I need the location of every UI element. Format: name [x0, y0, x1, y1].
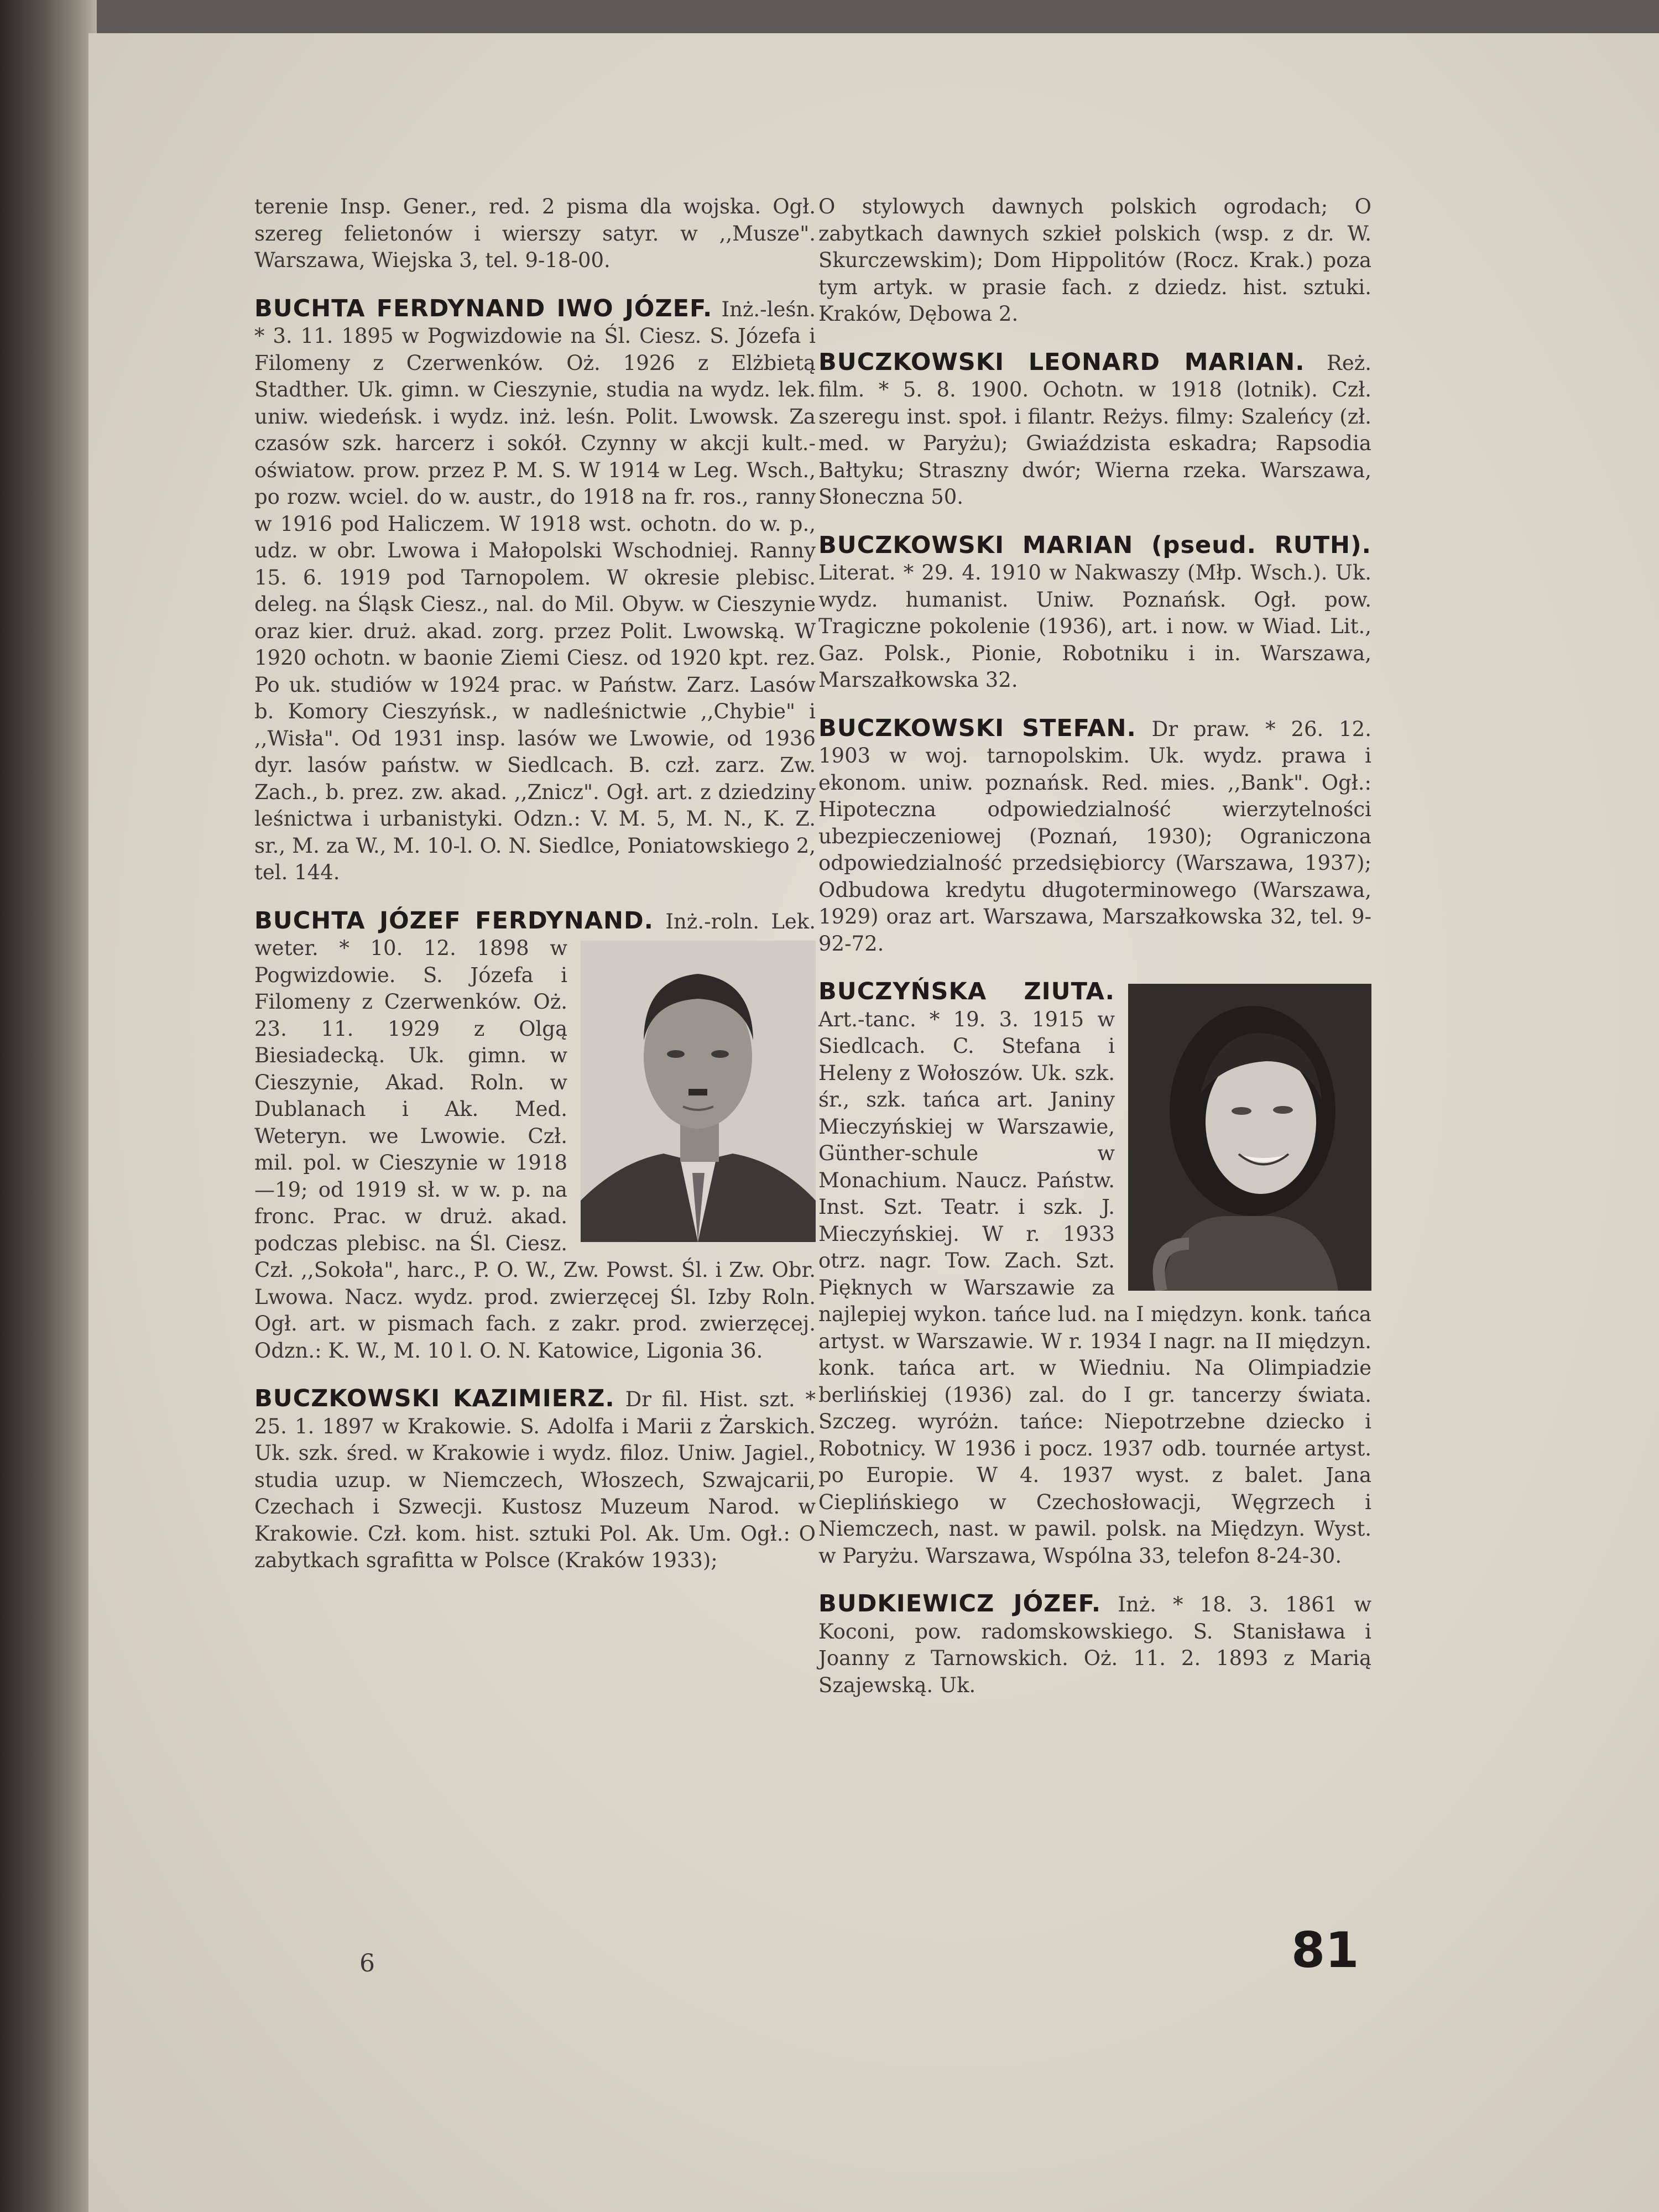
- entry-continuation-left: terenie Insp. Gener., red. 2 pisma dla wojska. Ogł. szereg felietonów i wierszy satyr. w ,,Musze". Warszawa, Wiejska 3, tel. 9-18-00.: [254, 195, 816, 272]
- portrait-photo-man: [581, 941, 816, 1242]
- entry-name: BUDKIEWICZ JÓZEF.: [818, 1590, 1102, 1618]
- entry-continuation-right: O stylowych dawnych polskich ogrodach; O zabytkach dawnych szkieł polskich (wsp. z dr. W. Skurczewskim); Dom Hippolitów (Rocz. Krak.) poza tym artyk. w prasie fach. z dziedz. hist. sztuki. Kraków, Dębowa 2.: [818, 195, 1371, 326]
- entry-buczkowski-kazimierz: [254, 1385, 816, 1574]
- entry-name: BUCZKOWSKI STEFAN.: [818, 714, 1136, 742]
- entry-text: Inż.-leśn. * 3. 11. 1895 w Pogwizdowie na Śl. Ciesz. S. Józefa i Filomeny z Czerwenków. Oż. 1926 z Elżbietą Stadther. Uk. gimn. w Cieszynie, studia na wydz. lek. uniw. wiedeńsk. i wydz. inż. leśn. Polit. Lwowsk. Za czasów szk. harcerz i sokół. Czynny w akcji kult.-oświatow. prow. przez P. M. S. W 1914 w Leg. Wsch., po rozw. wciel. do w. austr., do 1918 na fr. ros., ranny w 1916 pod Haliczem. W 1918 wst. ochotn. do w. p., udz. w obr. Lwowa i Małopolski Wschodniej. Ranny 15. 6. 1919 pod Tarnopolem. W okresie plebisc. deleg. na Śląsk Ciesz., nal. do Mil. Obyw. w Cieszynie oraz kier. druż. akad. zorg. przez Polit. Lwowską. W 1920 ochotn. w baonie Ziemi Ciesz. od 1920 kpt. rez. Po uk. studiów w 1924 prac. w Państw. Zarz. Lasów b. Komory Cieszyńsk., w nadleśnictwie ,,Chybie" i ,,Wisła". Od 1931 insp. lasów we Lwowie, od 1936 dyr. lasów państw. w Siedlcach. B. czł. zarz. Zw. Zach., b. prez. zw. akad. ,,Znicz". Ogł. art. z dziedziny leśnictwa i urbanistyki. Odzn.: V. M. 5, M. N., K. Z. sr., M. za W., M. 10-l. O. N. Siedlce, Poniatowskiego 2, tel. 144.: [254, 297, 816, 884]
- entry-buczynska-ziuta: [818, 978, 1371, 1569]
- entry-name: BUCHTA FERDYNAND IWO JÓZEF.: [254, 294, 713, 322]
- entry-text: Art.-tanc. * 19. 3. 1915 w Siedlcach. C. Stefana i Heleny z Wołoszów. Uk. szk. śr., szk. tańca art. Janiny Mieczyńskiej w Warszawie, Günther-schule w Monachium. Naucz. Państw. Inst. Szt. Teatr. i szk. J. Mieczyńskiej. W r. 1933 otrz. nagr. Tow. Zach. Szt. Pięknych w Warszawie za najlepiej wykon. tańce lud. na I międzyn. konk. tańca artyst. w Warszawie. W r. 1934 I nagr. na II międzyn. konk. tańca art. w Wiedniu. Na Olimpiadzie berlińskiej (1936) zal. do I gr. tancerzy świata. Szczeg. wyróżn. tańce: Niepotrzebne dziecko i Robotnicy. W 1936 i pocz. 1937 odb. tournée artyst. po Europie. W 4. 1937 wyst. z balet. Jana Cieplińskiego w Czechosłowacji, Węgrzech i Niemczech, nast. w pawil. polsk. na Międzyn. Wyst. w Paryżu. Warszawa, Wspólna 33, telefon 8-24-30.: [818, 1007, 1371, 1568]
- entry-name: BUCHTA JÓZEF FERDYNAND.: [254, 906, 654, 935]
- entry-text: Inż. * 18. 3. 1861 w Koconi, pow. radomskowskiego. S. Stanisława i Joanny z Tarnowskich. Oż. 11. 2. 1893 z Marią Szajewską. Uk.: [818, 1593, 1371, 1697]
- entry-text: Dr praw. * 26. 12. 1903 w woj. tarnopolskim. Uk. wydz. prawa i ekonom. uniw. poznańsk. Red. mies. ,,Bank". Ogł.: Hipoteczna odpowiedzialność wierzytelności ubezpieczeniowej (Poznań, 1930); Ograniczona odpowiedzialność przedsiębiorcy (Warszawa, 1937); Odbudowa kredytu długoterminowego (Warszawa, 1929) oraz art. Warszawa, Marszałkowska 32, tel. 9-92-72.: [818, 717, 1371, 956]
- portrait-photo-woman: [1128, 984, 1371, 1291]
- book-binding-gutter: [0, 0, 97, 2212]
- entry-buchta-ferdynand: [254, 295, 816, 886]
- entry-text: Literat. * 29. 4. 1910 w Nakwaszy (Młp. Wsch.). Uk. wydz. humanist. Uniw. Poznańsk. Ogł. pow. Tragiczne pokolenie (1936), art. i now. w Wiad. Lit., Gaz. Polsk., Pionie, Robotniku i in. Warszawa, Marszałkowska 32.: [818, 561, 1371, 692]
- entry-buczkowski-stefan: [818, 715, 1371, 958]
- entry-buczkowski-marian: [818, 532, 1371, 694]
- entry-name: BUCZKOWSKI LEONARD MARIAN.: [818, 348, 1305, 376]
- signature-mark: 6: [359, 1949, 375, 1978]
- entry-name: BUCZKOWSKI KAZIMIERZ.: [254, 1385, 615, 1412]
- entry-name: BUCZYŃSKA ZIUTA.: [818, 978, 1115, 1005]
- entry-buczkowski-leonard: [818, 349, 1371, 511]
- book-page: [88, 33, 1659, 2212]
- entry-text: Reż. film. * 5. 8. 1900. Ochotn. w 1918 (lotnik). Czł. szeregu inst. społ. i filantr. Reżys. filmy: Szaleńcy (zł. med. w Paryżu); Gwiaździsta eskadra; Rapsodia Bałtyku; Straszny dwór; Wierna rzeka. Warszawa, Słoneczna 50.: [818, 351, 1371, 509]
- column-right: [818, 194, 1371, 1720]
- entry-budkiewicz-jozef: [818, 1590, 1371, 1699]
- entry-name: BUCZKOWSKI MARIAN (pseud. RUTH).: [818, 531, 1371, 559]
- entry-text: Dr fil. Hist. szt. * 25. 1. 1897 w Krakowie. S. Adolfa i Marii z Żarskich. Uk. szk. śred. w Krakowie i wydz. filoz. Uniw. Jagiel., studia uzup. w Niemczech, Włoszech, Szwajcarii, Czechach i Szwecji. Kustosz Muzeum Narod. w Krakowie. Czł. kom. hist. sztuki Pol. Ak. Um. Ogł.: O zabytkach sgrafitta w Polsce (Kraków 1933);: [254, 1387, 816, 1572]
- entry-text: Inż.-roln. Lek. weter. * 10. 12. 1898 w Pogwizdowie. S. Józefa i Filomeny z Czerwenków. Oż. 23. 11. 1929 z Olgą Biesiadecką. Uk. gimn. w Cieszynie, Akad. Roln. w Dublanach i Ak. Med. Weteryn. we Lwowie. Czł. mil. pol. w Cieszynie w 1918—19; od 1919 sł. w w. p. na fronc. Prac. w druż. akad. podczas plebisc. na Śl. Ciesz. Czł. ,,Sokoła", harc., P. O. W., Zw. Powst. Śl. i Zw. Obr. Lwowa. Nacz. wydz. prod. zwierzęcej Śl. Izby Roln. Ogł. art. w pismach fach. z zakr. prod. zwierzęcej. Odzn.: K. W., M. 10 l. O. N. Katowice, Ligonia 36.: [254, 909, 816, 1363]
- column-left: [254, 194, 816, 1595]
- page-number: 81: [1291, 1922, 1359, 1979]
- entry-buchta-jozef: [254, 907, 816, 1365]
